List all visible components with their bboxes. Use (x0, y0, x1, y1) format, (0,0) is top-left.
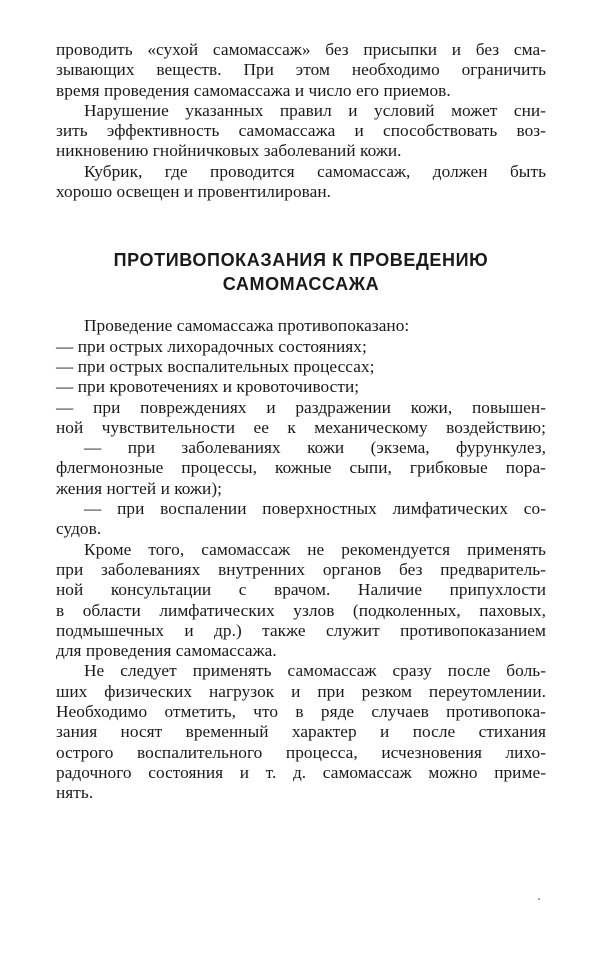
text-line: Кубрик, где проводится самомассаж, должен быть (84, 161, 546, 181)
text-line: Проведение самомассажа противопоказано: (84, 316, 410, 336)
list-item: — при острых воспалительных процессах; (56, 356, 375, 376)
print-speck (538, 898, 540, 900)
intro-section (56, 40, 546, 202)
text-line: никновению гнойничковых заболеваний кожи. (56, 141, 402, 161)
text-line: Нарушение указанных правил и условий может сни- (84, 100, 546, 120)
text-line: ной консультации с врачом. Наличие припухлости (56, 580, 546, 600)
text-line: зить эффективность самомассажа и способствовать воз- (56, 121, 546, 141)
text-line: ной чувствительности ее к механическому воздействию; (56, 417, 546, 437)
contraindications-section (56, 316, 546, 803)
page-text (56, 40, 546, 804)
list-item: — при острых лихорадочных состояниях; (56, 336, 367, 356)
text-line: зания носят временный характер и после стихания (56, 722, 546, 742)
text-line: при заболеваниях внутренних органов без предваритель- (56, 559, 546, 579)
list-item: — при воспалении поверхностных лимфатических со- (84, 499, 546, 519)
text-line: хорошо освещен и провентилирован. (56, 182, 332, 202)
list-item: — при повреждениях и раздражении кожи, повышен- (56, 397, 546, 417)
heading-line: САМОМАССАЖА (222, 274, 380, 295)
section-heading (56, 248, 546, 296)
text-line: судов. (56, 519, 102, 539)
list-item: — при кровотечениях и кровоточивости; (56, 377, 360, 397)
text-line: жения ногтей и кожи); (56, 478, 223, 498)
text-line: для проведения самомассажа. (56, 641, 277, 661)
text-line: Не следует применять самомассаж сразу после боль- (84, 661, 546, 681)
list-item: — при заболеваниях кожи (экзема, фурункулез, (84, 438, 546, 458)
text-line: нять. (56, 783, 94, 803)
text-line: ших физических нагрузок и при резком переутомлении. (56, 681, 546, 701)
text-line: подмышечных и др.) также служит противопоказанием (56, 620, 546, 640)
text-line: флегмонозные процессы, кожные сыпи, грибковые пора- (56, 458, 546, 478)
heading-line: ПРОТИВОПОКАЗАНИЯ К ПРОВЕДЕНИЮ (113, 250, 489, 271)
text-line: время проведения самомассажа и число его приемов. (56, 80, 451, 100)
text-line: зывающих веществ. При этом необходимо ограничить (56, 60, 546, 80)
text-line: Необходимо отметить, что в ряде случаев противопока- (56, 702, 546, 722)
text-line: радочного состояния и т. д. самомассаж можно приме- (56, 762, 546, 782)
text-line: в области лимфатических узлов (подколенных, паховых, (56, 600, 546, 620)
text-line: проводить «сухой самомассаж» без присыпки и без сма- (56, 40, 546, 59)
text-line: Кроме того, самомассаж не рекомендуется применять (84, 539, 546, 559)
text-line: острого воспалительного процесса, исчезновения лихо- (56, 742, 546, 762)
